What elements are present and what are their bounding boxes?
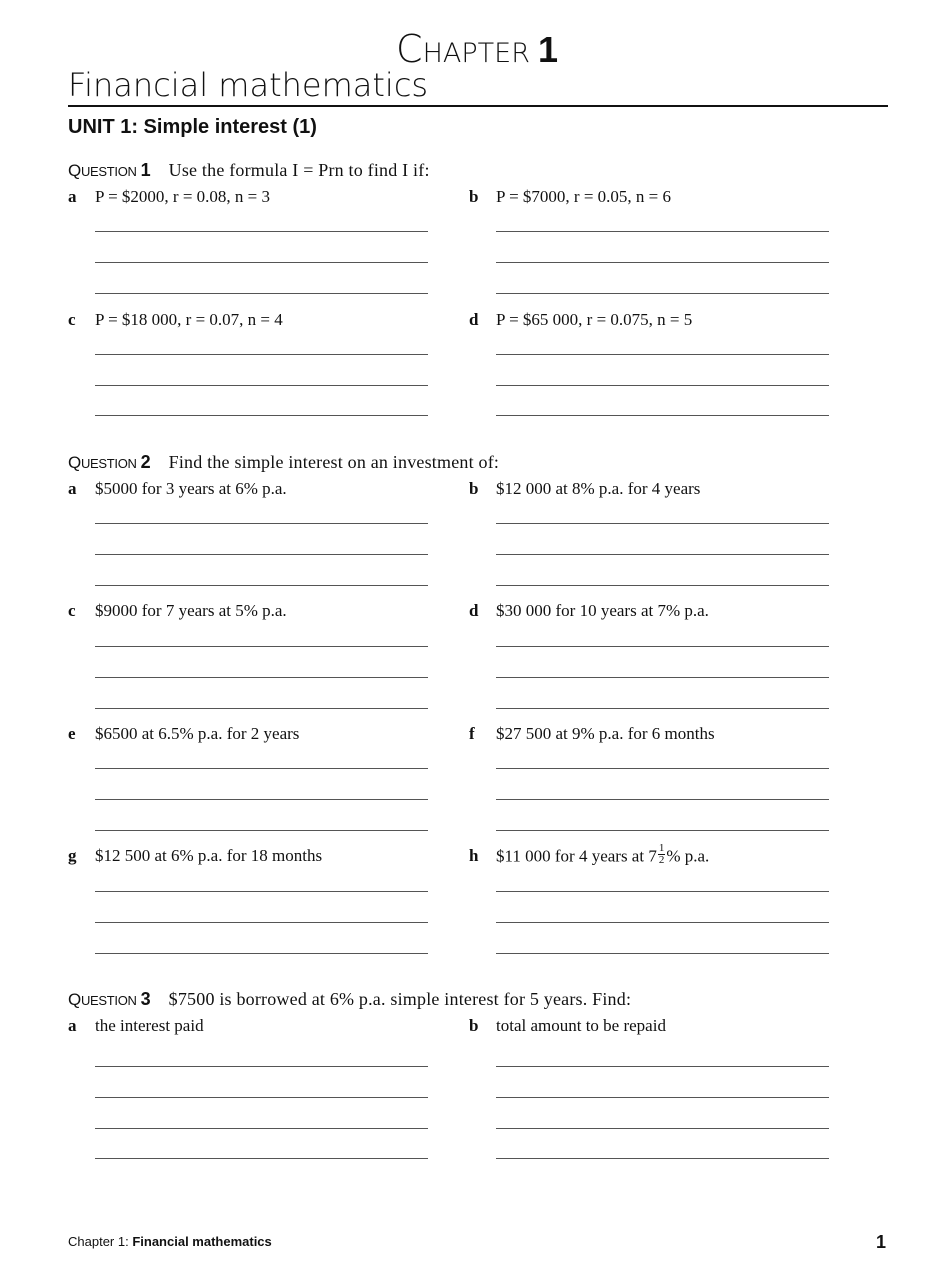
question-text: Use the formula I = Prn to find I if: [168, 160, 430, 180]
answer-line[interactable] [496, 708, 829, 709]
part-text: $9000 for 7 years at 5% p.a. [95, 601, 287, 620]
part-letter: c [68, 310, 76, 329]
answer-line[interactable] [95, 585, 428, 586]
question-number: 3 [140, 989, 151, 1009]
question-label: QUESTION [68, 161, 137, 180]
answer-line[interactable] [496, 585, 829, 586]
answer-line[interactable] [496, 415, 829, 416]
part-letter: a [68, 479, 77, 498]
answer-line[interactable] [95, 768, 428, 769]
answer-line[interactable] [95, 1128, 428, 1129]
question-number: 2 [140, 452, 151, 472]
chapter-number: 1 [537, 29, 558, 70]
part-letter: c [68, 601, 76, 620]
answer-line[interactable] [95, 262, 428, 263]
answer-line[interactable] [95, 677, 428, 678]
answer-line[interactable] [496, 799, 829, 800]
part-letter: f [469, 724, 475, 743]
chapter-heading [396, 27, 558, 71]
answer-line[interactable] [496, 1158, 829, 1159]
footer-chapter-label: Chapter 1: [68, 1234, 129, 1249]
part-letter: a [68, 1016, 77, 1035]
title-divider [68, 105, 888, 107]
question-text: $7500 is borrowed at 6% p.a. simple interest for 5 years. Find: [168, 989, 632, 1009]
answer-line[interactable] [95, 891, 428, 892]
answer-line[interactable] [496, 646, 829, 647]
chapter-word: CHAPTER [396, 27, 530, 71]
answer-line[interactable] [95, 231, 428, 232]
answer-line[interactable] [95, 523, 428, 524]
fraction-denominator: 2 [658, 854, 665, 866]
answer-line[interactable] [95, 554, 428, 555]
part-letter: g [68, 846, 77, 865]
answer-line[interactable] [95, 1066, 428, 1067]
answer-line[interactable] [496, 953, 829, 954]
part-text: $5000 for 3 years at 6% p.a. [95, 479, 287, 498]
answer-line[interactable] [496, 922, 829, 923]
part-letter: d [469, 601, 479, 620]
part-letter: b [469, 479, 479, 498]
part-text: P = $2000, r = 0.08, n = 3 [95, 187, 270, 206]
answer-line[interactable] [95, 646, 428, 647]
answer-line[interactable] [496, 231, 829, 232]
part-letter: b [469, 1016, 479, 1035]
answer-line[interactable] [95, 953, 428, 954]
part-text: $6500 at 6.5% p.a. for 2 years [95, 724, 300, 743]
part-text: P = $18 000, r = 0.07, n = 4 [95, 310, 283, 329]
part-text: P = $65 000, r = 0.075, n = 5 [496, 310, 693, 329]
part-letter: a [68, 187, 77, 206]
question-label: QUESTION [68, 990, 137, 1009]
answer-line[interactable] [496, 1097, 829, 1098]
answer-line[interactable] [95, 830, 428, 831]
answer-line[interactable] [95, 799, 428, 800]
fraction-one-half [658, 843, 666, 866]
question-3-heading [68, 989, 631, 1010]
question-number: 1 [140, 160, 151, 180]
question-2-heading [68, 452, 499, 473]
answer-line[interactable] [496, 891, 829, 892]
answer-line[interactable] [95, 385, 428, 386]
answer-line[interactable] [496, 677, 829, 678]
answer-line[interactable] [496, 523, 829, 524]
page-footer [68, 1234, 272, 1249]
part-text: total amount to be repaid [496, 1016, 666, 1035]
part-text-after: % p.a. [666, 846, 710, 866]
answer-line[interactable] [496, 293, 829, 294]
part-text: $27 500 at 9% p.a. for 6 months [496, 724, 715, 743]
answer-line[interactable] [496, 385, 829, 386]
part-text [496, 842, 710, 869]
answer-line[interactable] [95, 354, 428, 355]
page-number: 1 [876, 1232, 887, 1252]
answer-line[interactable] [95, 415, 428, 416]
answer-line[interactable] [95, 1158, 428, 1159]
answer-line[interactable] [496, 1128, 829, 1129]
answer-line[interactable] [95, 293, 428, 294]
question-text: Find the simple interest on an investment of: [168, 452, 500, 472]
answer-line[interactable] [496, 1066, 829, 1067]
question-1-heading [68, 160, 430, 181]
answer-line[interactable] [95, 708, 428, 709]
answer-line[interactable] [95, 1097, 428, 1098]
answer-line[interactable] [496, 830, 829, 831]
part-text: $12 500 at 6% p.a. for 18 months [95, 846, 323, 865]
part-letter: h [469, 846, 479, 865]
answer-line[interactable] [95, 922, 428, 923]
question-label: QUESTION [68, 453, 137, 472]
footer-chapter-name: Financial mathematics [132, 1234, 272, 1249]
part-text: the interest paid [95, 1016, 204, 1035]
chapter-title: Financial mathematics [68, 66, 429, 104]
answer-line[interactable] [496, 262, 829, 263]
answer-line[interactable] [496, 554, 829, 555]
part-letter: b [469, 187, 479, 206]
part-letter: d [469, 310, 479, 329]
part-text: $30 000 for 10 years at 7% p.a. [496, 601, 709, 620]
answer-line[interactable] [496, 354, 829, 355]
part-letter: e [68, 724, 76, 743]
fraction-numerator: 1 [658, 842, 665, 854]
unit-title: UNIT 1: Simple interest (1) [68, 116, 317, 138]
part-text-before: $11 000 for 4 years at 7 [496, 846, 657, 866]
answer-line[interactable] [496, 768, 829, 769]
part-text: P = $7000, r = 0.05, n = 6 [496, 187, 671, 206]
part-text: $12 000 at 8% p.a. for 4 years [496, 479, 701, 498]
